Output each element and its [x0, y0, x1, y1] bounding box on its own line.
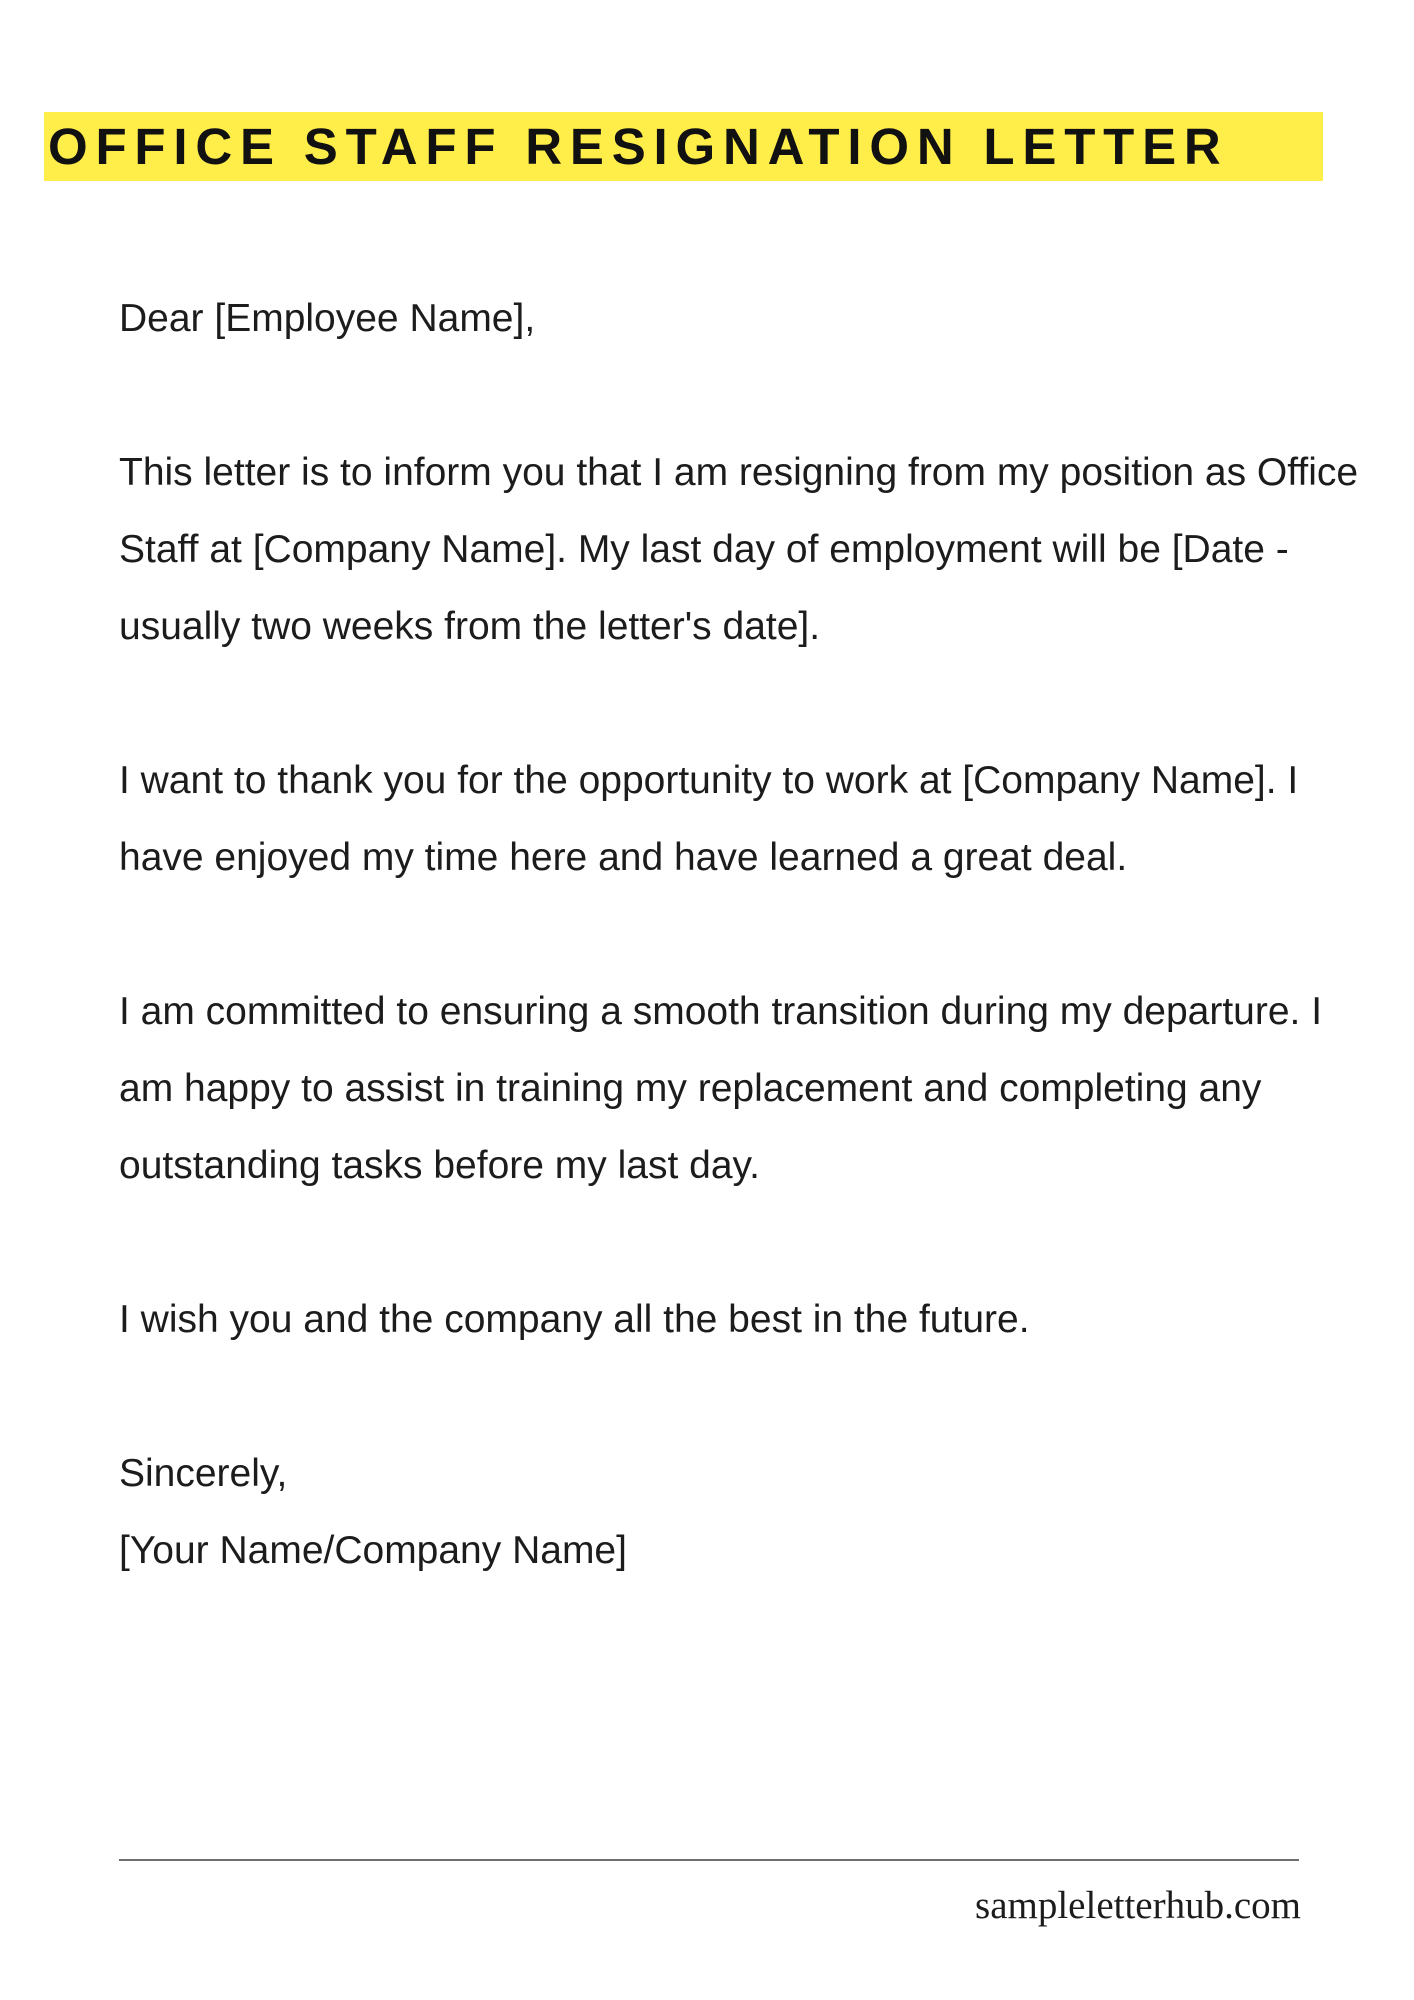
letter-body	[119, 280, 1369, 1589]
letter-paragraph: This letter is to inform you that I am resigning from my position as Office Staff at [Company Name]. My last day of employment will be [Date - usually two weeks from the letter's date].	[119, 451, 1359, 648]
letter-greeting: Dear [Employee Name],	[119, 297, 536, 340]
footer-divider	[119, 1859, 1299, 1861]
letter-paragraph: I want to thank you for the opportunity to work at [Company Name]. I have enjoyed my time here and have learned a great deal.	[119, 759, 1299, 879]
footer-website: sampleletterhub.com	[975, 1884, 1301, 1927]
letter-signature: [Your Name/Company Name]	[119, 1529, 627, 1572]
letter-closing: Sincerely,	[119, 1452, 288, 1495]
page-title: OFFICE STAFF RESIGNATION LETTER	[48, 118, 1229, 175]
title-highlight	[44, 112, 1323, 181]
letter-paragraph: I am committed to ensuring a smooth transition during my departure. I am happy to assist in training my replacement and completing any outstanding tasks before my last day.	[119, 990, 1323, 1187]
letter-paragraph: I wish you and the company all the best in the future.	[119, 1298, 1030, 1341]
